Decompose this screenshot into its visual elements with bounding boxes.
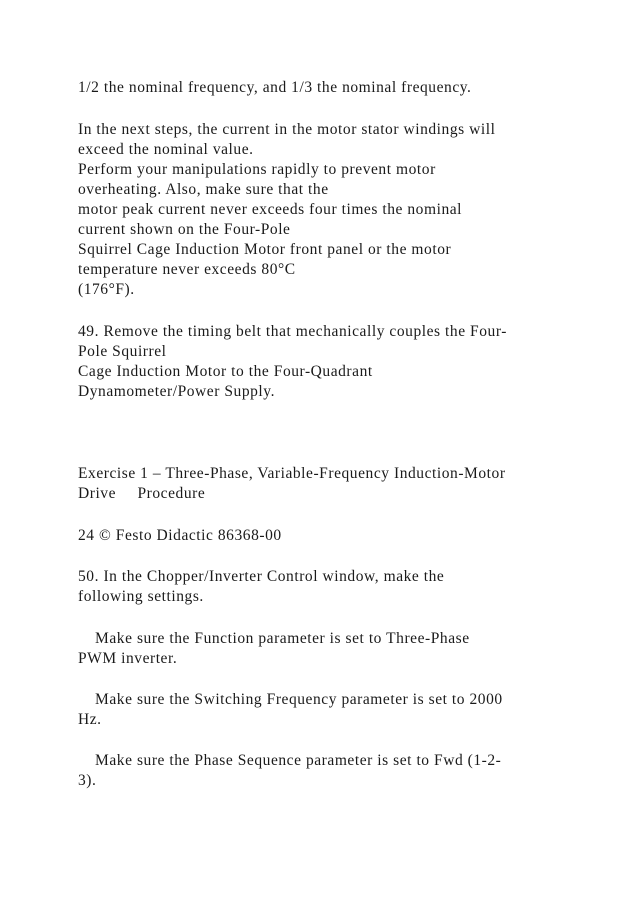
step-49-line: 49. Remove the timing belt that mechanically couples the Four- xyxy=(78,323,507,340)
text-line: 3). xyxy=(78,772,97,789)
text-line: In the next steps, the current in the motor stator windings will xyxy=(78,121,496,138)
text-line: following settings. xyxy=(78,588,204,605)
text-line: motor peak current never exceeds four times the nominal xyxy=(78,201,463,218)
text-line: Dynamometer/Power Supply. xyxy=(78,383,275,400)
text-line: (176°F). xyxy=(78,281,135,298)
text-line: overheating. Also, make sure that the xyxy=(78,181,329,198)
text-line: 1/2 the nominal frequency, and 1/3 the nominal frequency. xyxy=(78,79,472,96)
text-line: exceed the nominal value. xyxy=(78,141,254,158)
text-line: PWM inverter. xyxy=(78,650,178,667)
text-line: temperature never exceeds 80°C xyxy=(78,261,296,278)
text-line: Pole Squirrel xyxy=(78,343,167,360)
page-footer: 24 © Festo Didactic 86368-00 xyxy=(78,527,282,544)
running-header: Exercise 1 – Three-Phase, Variable-Frequency Induction-Motor xyxy=(78,465,506,482)
bullet-item: Make sure the Phase Sequence parameter is set to Fwd (1-2- xyxy=(78,752,485,769)
running-header: Drive Procedure xyxy=(78,485,189,502)
text-line: Perform your manipulations rapidly to prevent motor xyxy=(78,161,436,178)
text-line: Squirrel Cage Induction Motor front panel or the motor xyxy=(78,241,452,258)
text-line: current shown on the Four-Pole xyxy=(78,221,291,238)
bullet-item: Make sure the Switching Frequency parameter is set to 2000 xyxy=(78,691,486,708)
text-line: Cage Induction Motor to the Four-Quadrant xyxy=(78,363,373,380)
bullet-item: Make sure the Function parameter is set to Three-Phase xyxy=(78,630,453,647)
step-50-line: 50. In the Chopper/Inverter Control window, make the xyxy=(78,568,445,585)
text-line: Hz. xyxy=(78,711,102,728)
